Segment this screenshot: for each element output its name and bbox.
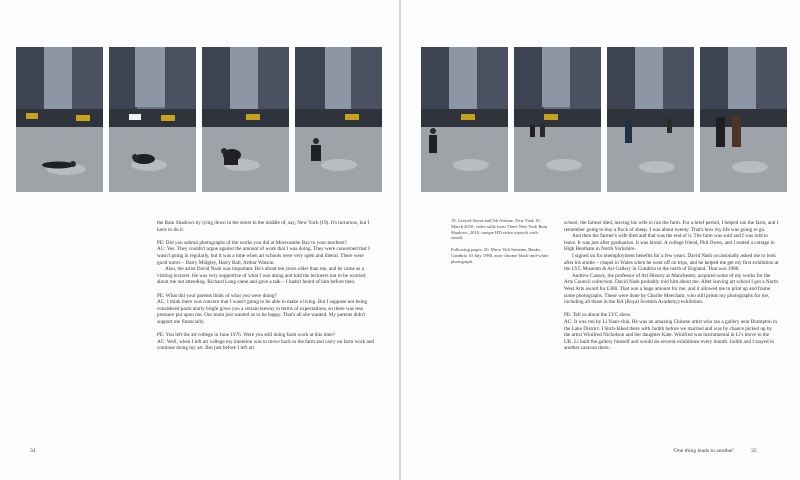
paragraph: PE: You left the art college in June 1976. Were you still doing farm work at this time?: [157, 332, 335, 339]
paragraph: PE: Tell us about the LYC show.: [564, 312, 632, 319]
running-footer: 'One thing leads to another': [673, 448, 735, 454]
paragraph: PE: Did you submit photographs of the works you did at Morecambe Bay to your teachers?: [157, 239, 347, 246]
video-still-4: [295, 47, 382, 192]
figure-caption: [451, 218, 551, 264]
paragraph: PE: What did your parents think of what you were doing?: [157, 292, 277, 299]
paragraph: AC: I think there was concern that I wasn't going to be able to make a living. But I suppose not being considered particularly bright gives you a certain leeway in terms of expectations, so there was less pressure put upon me. Our mum just wanted us to be happy. That's all she wanted. My parents didn't support me financially.: [157, 299, 368, 325]
left-body-text: [157, 220, 375, 352]
page-number-left: 34: [30, 448, 36, 454]
paragraph: And then the farmer's wife died and that was the end of it. The farm was sold and I was told to leave. It was just after graduation. It was brutal. A college friend, Phil Owen, and I rented a cottage in High Bentham in North Yorkshire.: [564, 233, 775, 253]
caption-line: 19. Greyed Street and 5th Avenue, New York 10 March 2010, video stills from Three New York Rain Shadows, 2010, unique HD video triptych with sound.: [451, 218, 548, 241]
street-scene-pedestrians: [607, 47, 694, 192]
right-page: [401, 0, 800, 480]
video-still-7: [607, 47, 694, 192]
street-scene-figure-lying: [16, 47, 103, 192]
street-scene-figure-standing: [421, 47, 508, 192]
paragraph: I signed on for unemployment benefits for a few years. David Nash occasionally asked me to look after his studio – chapel in Wales when he went off on trips, and he helped me get my first exhibition at the LYC Museum & Art Gallery in Cumbria in the north of England. That was 1980.: [564, 252, 779, 273]
street-scene-passersby: [700, 47, 787, 192]
street-scene-figure-kneeling: [295, 47, 382, 192]
paragraph: Andrew Causey, the professor of Art History at Manchester, acquired some of my works for the Arts Council collection. David Nash probably told him about me. After leaving art school I got a North West Arts award for £300. That was a huge amount for me, and it allowed me to print up and frame some photographs. These were done by Charlie Meecham, who still prints my photographs for me, including all those in the RA (Royal Scottish Academy) exhibition.: [564, 272, 778, 306]
paragraph: school, the farmer died, leaving his wife to run the farm. For a brief period, I helped run the farm, and I remember going to buy a flock of sheep. I was about twenty. That's how my life was going to go.: [564, 220, 779, 233]
paragraph: Also, the artist David Nash was important. He's about ten years older than me, and he came as a visiting lecturer. He was very supportive of what I was doing and told the lecturers not to be worried about me not attending. Richard Long came and gave a talk – I hadn't heard of him before then.: [157, 266, 366, 286]
video-still-5: [421, 47, 508, 192]
street-scene-figure-crouching: [202, 47, 289, 192]
paragraph: the Rain Shadows by lying down in the street in the middle of, say, New York (19). It's torturous, but I have to do it.: [157, 220, 370, 233]
paragraph: AC: Well, when I left art college my intention was to move back to the farm and carry on farm work and continue doing my art. But just before I left art: [157, 338, 375, 352]
page-number-right: 35: [751, 448, 757, 454]
street-scene-figure-walking-away: [514, 47, 601, 192]
caption-line: Following pages: 20. Moor Vidi Streams, Banks, Cumbria 10 July 1980, auto-chrome black-and-white photograph.: [451, 246, 549, 264]
street-scene-figure-rising: [109, 47, 196, 192]
video-still-1: [16, 47, 103, 192]
video-still-3: [202, 47, 289, 192]
video-still-8: [700, 47, 787, 192]
left-page: [0, 0, 399, 480]
video-still-6: [514, 47, 601, 192]
right-body-text: [564, 220, 779, 352]
video-still-2: [109, 47, 196, 192]
paragraph: AC: It was run by Li Yuan-chia. He was an amazing Chinese artist who ran a gallery near Brampton in the Lake District. I hitch-hiked there with Judith before we married and was by chance picked up by the artist Winifred Nicholson and her daughter Kate. Winifred was instrumental in Li's move to the UK. Li built the gallery himself and would do several exhibitions every month. Judith and I stayed in another caravan there.: [564, 318, 778, 352]
paragraph: AC: Yes. They couldn't argue against the amount of work that I was doing. They were concerned that I wasn't going in regularly, but it was a time when art schools were very open and liberal. There were good tutors – Barry Midgley, Harry Ball, Arthur Watson.: [157, 246, 370, 266]
